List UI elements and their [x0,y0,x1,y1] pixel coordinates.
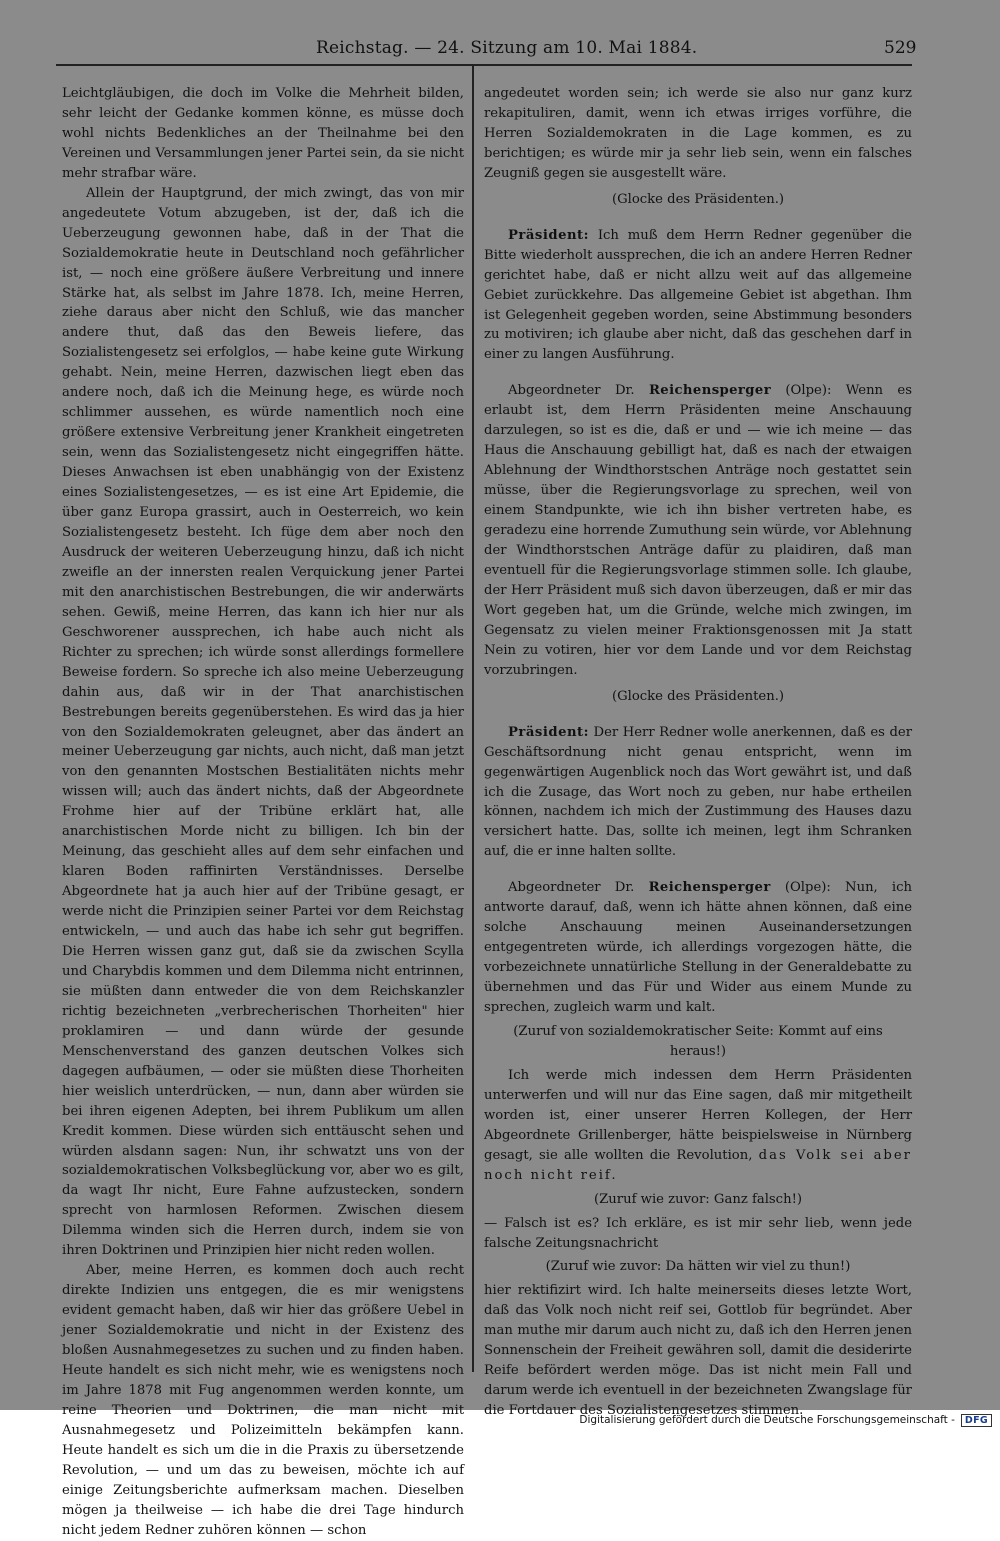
paragraph: angedeutet worden sein; ich werde sie also nur ganz kurz rekapituliren, damit, wenn ich etwas irriges vorführe, die Herren Sozialdemokraten in die Lage kommen, es zu berichtigen; es würde mir ja sehr lieb sein, wenn ein falsches Zeugniß gegen sie ausgestellt wäre. [484,86,912,181]
column-divider [472,66,474,1372]
speaker-name: Reichensperger [648,880,771,896]
president-label: Präsident: [508,227,590,243]
paragraph: — Falsch ist es? Ich erkläre, es ist mir sehr lieb, wenn jede falsche Zeitungsnachricht [484,1215,912,1251]
funding-note: Digitalisierung gefördert durch die Deutsche Forschungsgemeinschaft - [579,1414,955,1426]
statement-text: Nun, ich antworte darauf, daß, wenn ich hätte ahnen können, daß eine solche Anschauung meinen Auseinandersetzungen entgegentreten würde, ich allerdings vorgezogen hätte, die vorbezeichnete unnatürliche Stellung in der Generaldebatte zu übernehmen und das Für und Wider aus einem Munde zu sprechen, zugleich warm und kalt. [484,880,913,1016]
stage-direction: (Glocke des Präsidenten.) [611,688,785,704]
president-statement [484,226,912,366]
header-rule [56,64,912,66]
paragraph: hier rektifizirt wird. Ich halte meinerseits dieses letzte Wort, daß das Volk noch nicht reif sei, Gottlob für begründet. Aber man muthe mir darum auch nicht zu, daß ich den Herren jenen Sonnenschein der Freiheit gewähren soll, damit die desiderirte Reife befördert werden möge. Das ist nicht mein Fall und darum werde ich eventuell in der bezeichneten Zwangslage für die Fortdauer des Sozialistengesetzes stimmen. [484,1283,912,1419]
statement-text: Ich muß dem Herrn Redner gegenüber die Bitte wiederholt aussprechen, die ich an andere Herren Redner gerichtet habe, daß er nicht allzu weit auf das allgemeine Gebiet zurückkehre. Das allgemeine Gebiet ist abgethan. Ihm ist Gelegenheit gegeben worden, seine Abstimmung besonders zu motiviren; ich glaube aber nicht, daß das geschehen darf in einer zu langen Ausführung. [484,227,912,363]
digitization-footer [579,1414,992,1427]
stage-direction: (Glocke des Präsidenten.) [611,191,785,207]
right-column [484,84,912,1421]
dfg-logo-icon: DFG [961,1414,992,1427]
president-statement [484,723,912,863]
paragraph: Aber, meine Herren, es kommen doch auch recht direkte Indizien uns entgegen, die es mir wenigstens evident gemacht haben, daß wir hier das größere Uebel in jener Sozialdemokratie und nicht in der Existenz des bloßen Ausnahmegesetzes zu suchen und zu finden haben. Heute handelt es sich nicht mehr, wie es wenigstens noch im Jahre 1878 mit Fug angenommen werden konnte, um reine Theorien und Doktrinen, die man nicht mit Ausnahmegesetz und Polizeimitteln bekämpfen kann. Heute handelt es sich um die in die Praxis zu übersetzende Revolution, — und um das zu beweisen, möchte ich auf einige Zeitungsberichte aufmerksam machen. Dieselben mögen ja theilweise — ich habe die drei Tage hindurch nicht jedem Redner zuhören können — schon [62,1263,464,1538]
speaker-prefix: Abgeordneter Dr. [508,383,635,399]
left-column [62,84,464,1541]
speaker-statement [484,878,912,1018]
emphasized-text: das Volk sei aber noch nicht reif. [484,1147,912,1183]
speaker-prefix: Abgeordneter Dr. [508,880,635,896]
interjection: (Zuruf wie zuvor: Da hätten wir viel zu thun!) [545,1259,851,1275]
interjection: (Zuruf wie zuvor: Ganz falsch!) [593,1191,803,1207]
statement-text: Der Herr Redner wolle anerkennen, daß es der Geschäftsordnung nicht genau entspricht, wenn im gegenwärtigen Augenblick noch das Wort gewährt ist, und daß ich die Zusage, das Wort noch zu geben, nur habe ertheilen können, nachdem ich mich der Zustimmung des Hauses dazu versichert hatte. Das, sollte ich meinen, legt ihm Schranken auf, die er inne halten sollte. [484,724,912,860]
speaker-suffix: (Olpe): [784,880,831,896]
page-number: 529 [884,38,917,58]
speaker-suffix: (Olpe): [785,383,832,399]
running-title: Reichstag. — 24. Sitzung am 10. Mai 1884. [316,38,698,58]
speaker-name: Reichensperger [648,383,772,399]
speaker-statement [484,381,912,680]
paragraph [484,1066,912,1186]
statement-text: Wenn es erlaubt ist, dem Herrn Präsidenten meine Anschauung darzulegen, so ist es die, daß er und — wie ich meine — das Haus die Anschauung gebilligt hat, daß es nach der etwaigen Ablehnung der Windthorstschen Anträge noch gestattet sein müsse, über die Regierungsvorlage zu sprechen, weil von einem Standpunkte, wie ich ihn bisher vertreten habe, es geradezu eine horrende Zumuthung sein würde, vor Ablehnung der Windthorstschen Anträge dafür zu plaidiren, daß man eventuell für die Regierungsvorlage stimmen solle. Ich glaube, der Herr Präsident muß sich davon überzeugen, daß er mir das Wort gegeben hat, um die Gründe, welche mich zwingen, im Gegensatz zu vielen meiner Fraktionsgenossen mit Ja statt Nein zu votiren, hier vor dem Lande und vor dem Reichstag vorzubringen. [484,383,912,678]
president-label: Präsident: [508,724,590,740]
paragraph: Allein der Hauptgrund, der mich zwingt, das von mir angedeutete Votum abzugeben, ist der, daß ich die Ueberzeugung gewonnen habe, daß in der That die Sozialdemokratie heute in Deutschland noch gefährlicher ist, — noch eine größere äußere Verbreitung und innere Stärke hat, als selbst im Jahre 1878. Ich, meine Herren, ziehe daraus aber nicht den Schluß, wie das mancher andere thut, daß das den Beweis liefere, das Sozialistengesetz sei erfolglos, — habe keine gute Wirkung gehabt. Nein, meine Herren, dazwischen liegt eben das andere noch, daß ich die Meinung hege, es würde noch schlimmer aussehen, es würde namentlich noch eine größere extensive Verbreitung jener Krankheit eingetreten sein, wenn das Sozialistengesetz nicht eingegriffen hätte. Dieses Anwachsen ist eben unabhängig von der Existenz eines Sozialistengesetzes, — es ist eine Art Epidemie, die über ganz Europa grassirt, auch in Oesterreich, wo kein Sozialistengesetz besteht. Ich füge dem aber noch den Ausdruck der weiteren Ueberzeugung hinzu, daß ich nicht zweifle an der innersten realen Verquickung jener Partei mit den anarchistischen Bestrebungen, die wir anderwärts sehen. Gewiß, meine Herren, das kann ich hier nur als Geschworener aussprechen, ich habe auch nicht als Richter zu sprechen; ich würde sonst allerdings formellere Beweise fordern. So spreche ich also meine Ueberzeugung dahin aus, daß wir in der That anarchistischen Bestrebungen bereits gegenüberstehen. Es wird das ja hier von den Sozialdemokraten geleugnet, aber das ändert an meiner Ueberzeugung gar nichts, auch nicht, daß man jetzt von den genannten Mostschen Bestialitäten nichts mehr wissen will; auch das ändert nichts, daß der Abgeordnete Frohme hier auf der Tribüne erklärt hat, alle anarchistischen Morde nicht zu billigen. Ich bin der Meinung, das geschieht alles auf dem sehr einfachen und klaren Boden raffinirten Verständnisses. Derselbe Abgeordnete hat ja auch hier auf der Tribüne gesagt, er werde nicht die Prinzipien seiner Partei vor dem Reichstag entwickeln, — und auch das habe ich sehr gut begriffen. Die Herren wissen ganz gut, daß sie da zwischen Scylla und Charybdis kommen und dem Dilemma nicht entrinnen, sie müßten dann entweder die von dem Reichskanzler richtig bezeichneten „verbrecherischen Thorheiten" hier proklamiren — und dann würde der gesunde Menschenverstand des ganzen deutschen Volkes sich dagegen aufbäumen, — oder sie müßten diese Thorheiten hier weislich unterdrücken, — nun, dann aber würden sie bei ihren eigenen Adepten, bei ihrem Publikum um allen Kredit kommen. Diese würden sich enttäuscht sehen und würden alsdann sagen: Nun, ihr schwatzt uns von der sozialdemokratischen Volksbeglückung vor, aber wo es gilt, da wagt Ihr nicht, Eure Fahne aufzustecken, sondern sprecht von harmlosen Reformen. Zwischen diesem Dilemma winden sich die Herren durch, indem sie von ihren Doktrinen und Prinzipien hier nicht reden wollen. [62,185,464,1259]
interjection: (Zuruf von sozialdemokratischer Seite: Kommt auf eins heraus!) [513,1023,883,1059]
paragraph: Leichtgläubigen, die doch im Volke die Mehrheit bilden, sehr leicht der Gedanke kommen könne, es müsse doch wohl nichts Bedenkliches an der Theilnahme bei den Vereinen und Versammlungen jener Partei sein, da sie nicht mehr strafbar wäre. [62,86,464,181]
page-header [0,38,1000,62]
statement-text: Ich werde mich indessen dem Herrn Präsidenten unterwerfen und will nur das Eine sagen, daß mir mitgetheilt worden ist, einer unserer Herren Kollegen, der Herr Abgeordnete Grillenberger, hätte beispielsweise in Nürnberg gesagt, sie alle wollten die Revolution, [484,1067,912,1163]
